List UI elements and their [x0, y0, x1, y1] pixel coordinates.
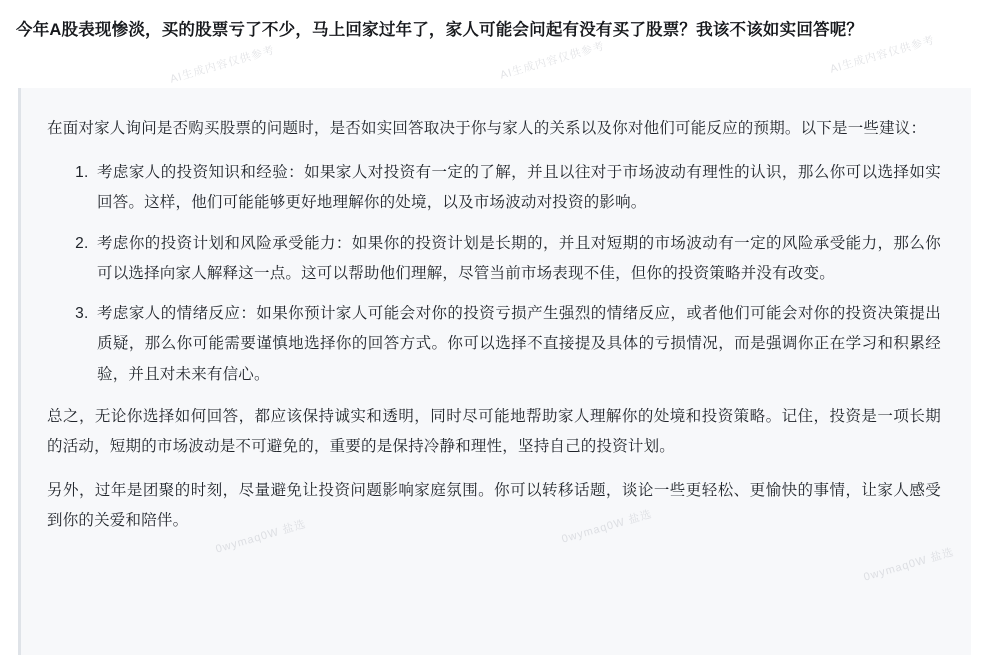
question-block: [0, 0, 989, 57]
answer-summary-paragraph: 总之，无论你选择如何回答，都应该保持诚实和透明，同时尽可能地帮助家人理解你的处境和投资策略。记住，投资是一项长期的活动，短期的市场波动是不可避免的，重要的是保持冷静和理性，坚持自己的投资计划。: [47, 407, 941, 455]
watermark-user-tag: 0wymaq0W 盐选: [560, 508, 654, 546]
list-item: 1. 考虑家人的投资知识和经验：如果家人对投资有一定的了解，并且以往对于市场波动有理性的认识，那么你可以选择如实回答。这样，他们可能能够更好地理解你的处境，以及市场波动对投资的影响。: [93, 158, 941, 218]
watermark-user-tag: 0wymaq0W 盐选: [862, 546, 956, 584]
watermark-ai-notice: AI生成内容仅供参考: [498, 40, 607, 82]
watermark-ai-notice: AI生成内容仅供参考: [828, 34, 937, 76]
list-item: 3. 考虑家人的情绪反应：如果你预计家人可能会对你的投资亏损产生强烈的情绪反应，或者他们可能会对你的投资决策提出质疑，那么你可能需要谨慎地选择你的回答方式。你可以选择不直接提及具体的亏损情况，而是强调你正在学习和积累经验，并且对未来有信心。: [93, 299, 941, 390]
watermark-ai-notice: AI生成内容仅供参考: [168, 44, 277, 86]
answer-intro-paragraph: 在面对家人询问是否购买股票的问题时，是否如实回答取决于你与家人的关系以及你对他们可能反应的预期。以下是一些建议：: [47, 120, 927, 137]
answer-points-list: [47, 158, 941, 390]
watermark-user-tag: 0wymaq0W 盐选: [214, 518, 308, 556]
question-text: 今年A股表现惨淡，买的股票亏了不少，马上回家过年了，家人可能会问起有没有买了股票？我该不该如实回答呢？: [16, 21, 864, 39]
answer-card: [18, 88, 971, 655]
list-item: 2. 考虑你的投资计划和风险承受能力：如果你的投资计划是长期的，并且对短期的市场波动有一定的风险承受能力，那么你可以选择向家人解释这一点。这可以帮助他们理解，尽管当前市场表现不佳，但你的投资策略并没有改变。: [93, 229, 941, 289]
answer-closing-paragraph: 另外，过年是团聚的时刻，尽量避免让投资问题影响家庭氛围。你可以转移话题，谈论一些更轻松、更愉快的事情，让家人感受到你的关爱和陪伴。: [47, 482, 941, 530]
